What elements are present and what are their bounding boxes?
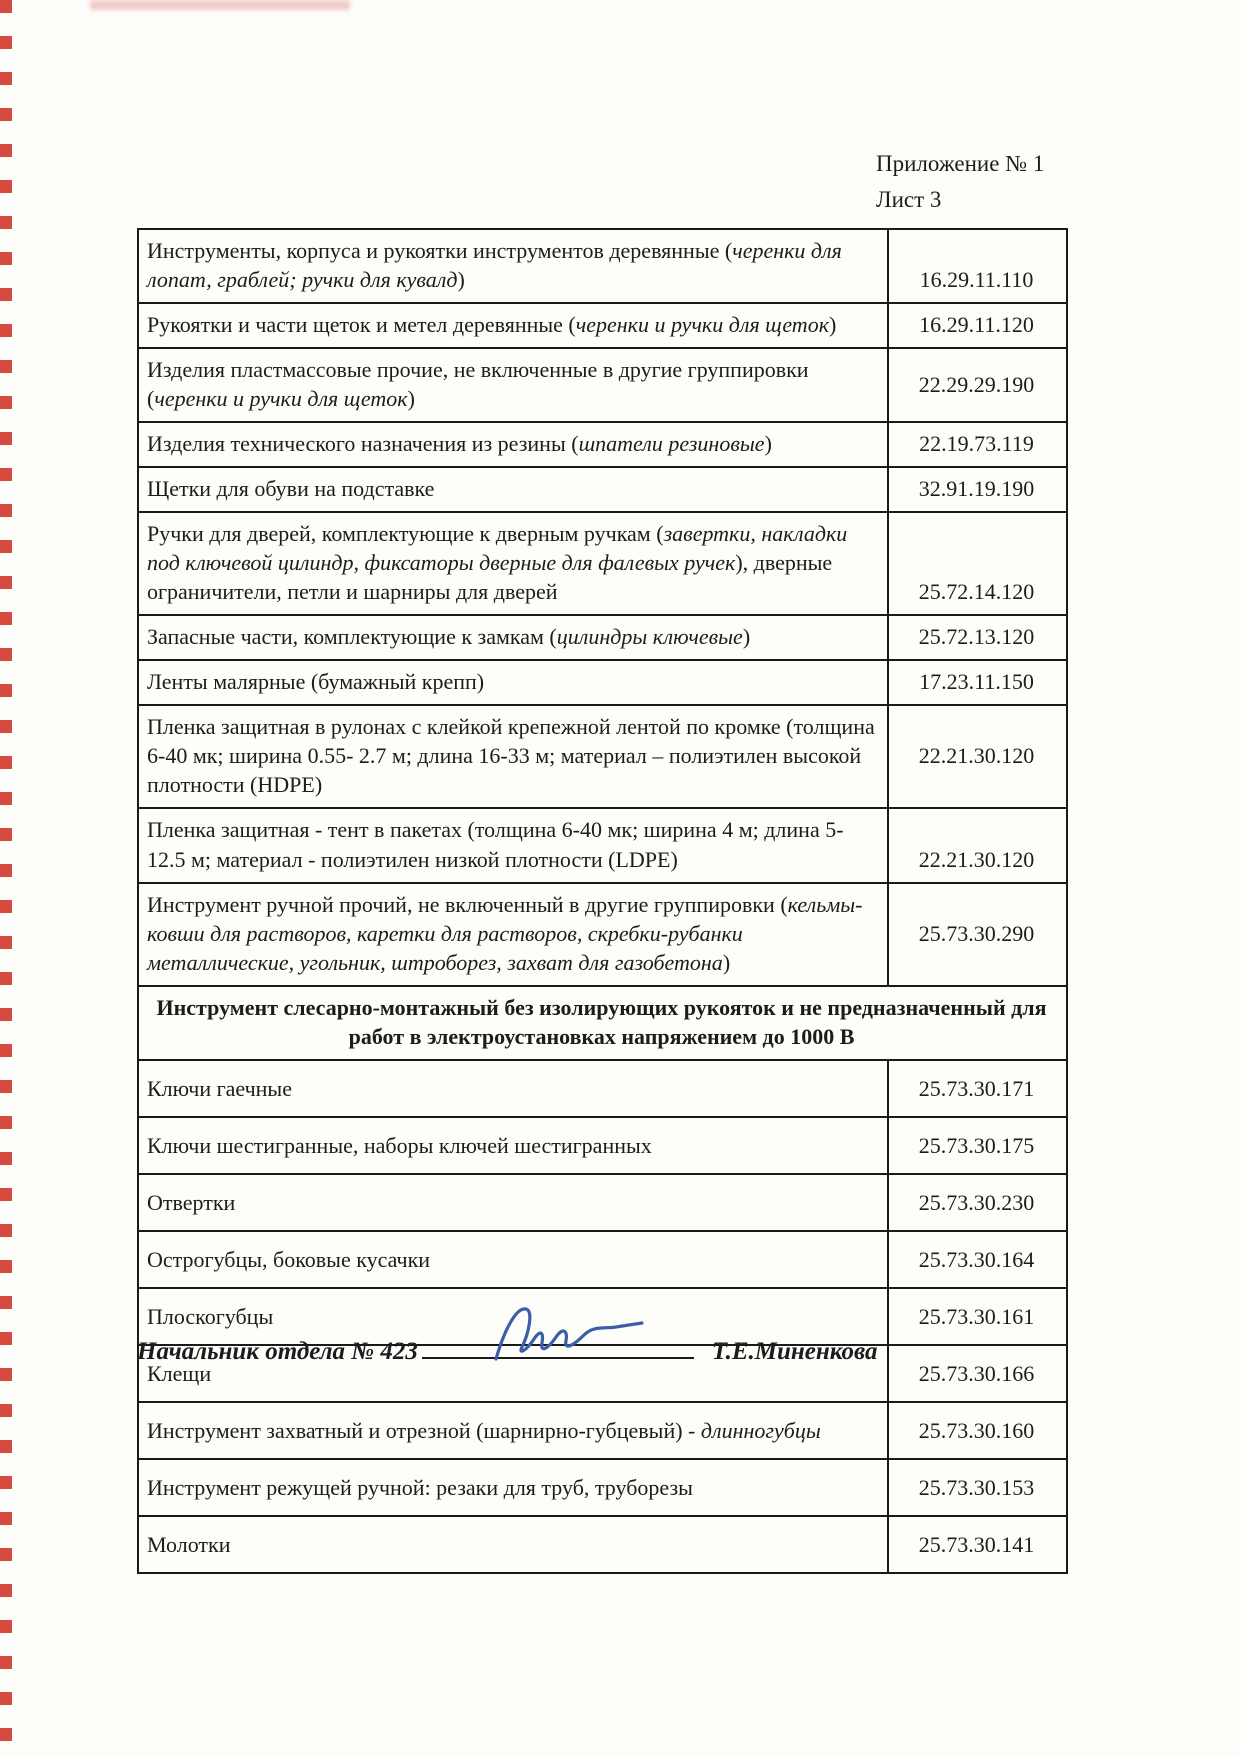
item-code: 25.73.30.164	[888, 1231, 1067, 1288]
item-description: Инструмент захватный и отрезной (шарнирно-губцевый) - длинногубцы	[138, 1402, 888, 1459]
item-code: 22.29.29.190	[888, 348, 1067, 422]
table-row	[138, 467, 1067, 512]
scan-edge-marks	[0, 0, 12, 1755]
item-code: 25.73.30.290	[888, 883, 1067, 986]
item-code: 17.23.11.150	[888, 660, 1067, 705]
signature-line	[422, 1353, 694, 1359]
document-header	[876, 146, 1044, 217]
item-code: 25.73.30.171	[888, 1060, 1067, 1117]
item-description: Запасные части, комплектующие к замкам (цилиндры ключевые)	[138, 615, 888, 660]
table-row	[138, 348, 1067, 422]
table-row	[138, 883, 1067, 986]
item-description: Изделия пластмассовые прочие, не включенные в другие группировки (черенки и ручки для щеток)	[138, 348, 888, 422]
table-row	[138, 1174, 1067, 1231]
item-code: 25.73.30.153	[888, 1459, 1067, 1516]
item-code: 25.73.30.161	[888, 1288, 1067, 1345]
item-code: 16.29.11.110	[888, 229, 1067, 303]
table-row	[138, 303, 1067, 348]
scan-top-smudge	[90, 0, 350, 10]
item-description: Ключи шестигранные, наборы ключей шестигранных	[138, 1117, 888, 1174]
section-header-row	[138, 986, 1067, 1060]
table-row	[138, 808, 1067, 882]
table-row	[138, 422, 1067, 467]
item-description: Плоскогубцы	[138, 1288, 888, 1345]
item-description: Пленка защитная в рулонах с клейкой крепежной лентой по кромке (толщина 6-40 мк; ширина 0.55- 2.7 м; длина 16-33 м; материал – полиэтилен высокой плотности (HDPE)	[138, 705, 888, 808]
section-header-text: Инструмент слесарно-монтажный без изолирующих рукояток и не предназначенный для работ в электроустановках напряжением до 1000 В	[138, 986, 1067, 1060]
item-description: Молотки	[138, 1516, 888, 1573]
signatory-title: Начальник отдела № 423	[137, 1338, 418, 1365]
item-description: Ручки для дверей, комплектующие к дверным ручкам (завертки, накладки под ключевой цилиндр, фиксаторы дверные для фалевых ручек), дверные ограничители, петли и шарниры для дверей	[138, 512, 888, 615]
item-description: Изделия технического назначения из резины (шпатели резиновые)	[138, 422, 888, 467]
item-code: 22.19.73.119	[888, 422, 1067, 467]
item-description: Ленты малярные (бумажный крепп)	[138, 660, 888, 705]
table-row	[138, 229, 1067, 303]
table-row	[138, 1459, 1067, 1516]
item-code: 25.72.13.120	[888, 615, 1067, 660]
table-row	[138, 512, 1067, 615]
item-description: Инструменты, корпуса и рукоятки инструментов деревянные (черенки для лопат, граблей; ручки для кувалд)	[138, 229, 888, 303]
item-code: 25.73.30.141	[888, 1516, 1067, 1573]
item-code: 16.29.11.120	[888, 303, 1067, 348]
appendix-label: Приложение № 1	[876, 151, 1045, 176]
item-code: 25.72.14.120	[888, 512, 1067, 615]
table-row	[138, 615, 1067, 660]
sheet-label: Лист 3	[876, 186, 942, 212]
table-row	[138, 660, 1067, 705]
item-description: Инструмент режущей ручной: резаки для труб, труборезы	[138, 1459, 888, 1516]
item-description: Щетки для обуви на подставке	[138, 467, 888, 512]
item-description: Отвертки	[138, 1174, 888, 1231]
item-description: Инструмент ручной прочий, не включенный в другие группировки (кельмы-ковши для растворов, каретки для растворов, скребки-рубанки металлические, угольник, штроборез, захват для газобетона)	[138, 883, 888, 986]
signature-icon	[482, 1301, 652, 1371]
item-code: 22.21.30.120	[888, 808, 1067, 882]
item-description: Пленка защитная - тент в пакетах (толщина 6-40 мк; ширина 4 м; длина 5-12.5 м; материал - полиэтилен низкой плотности (LDPE)	[138, 808, 888, 882]
item-description: Рукоятки и части щеток и метел деревянные (черенки и ручки для щеток)	[138, 303, 888, 348]
table-row	[138, 705, 1067, 808]
item-description: Клещи	[138, 1345, 888, 1402]
item-description: Ключи гаечные	[138, 1060, 888, 1117]
item-code: 22.21.30.120	[888, 705, 1067, 808]
item-code: 25.73.30.160	[888, 1402, 1067, 1459]
signature-block	[137, 1338, 1067, 1366]
table-row	[138, 1516, 1067, 1573]
table-row	[138, 1060, 1067, 1117]
item-code: 25.73.30.175	[888, 1117, 1067, 1174]
signatory-name: Т.Е.Миненкова	[711, 1338, 878, 1365]
item-code: 25.73.30.166	[888, 1345, 1067, 1402]
item-code: 32.91.19.190	[888, 467, 1067, 512]
items-table	[137, 228, 1068, 1574]
table-row	[138, 1402, 1067, 1459]
item-description: Острогубцы, боковые кусачки	[138, 1231, 888, 1288]
table-row	[138, 1117, 1067, 1174]
table-row	[138, 1231, 1067, 1288]
item-code: 25.73.30.230	[888, 1174, 1067, 1231]
